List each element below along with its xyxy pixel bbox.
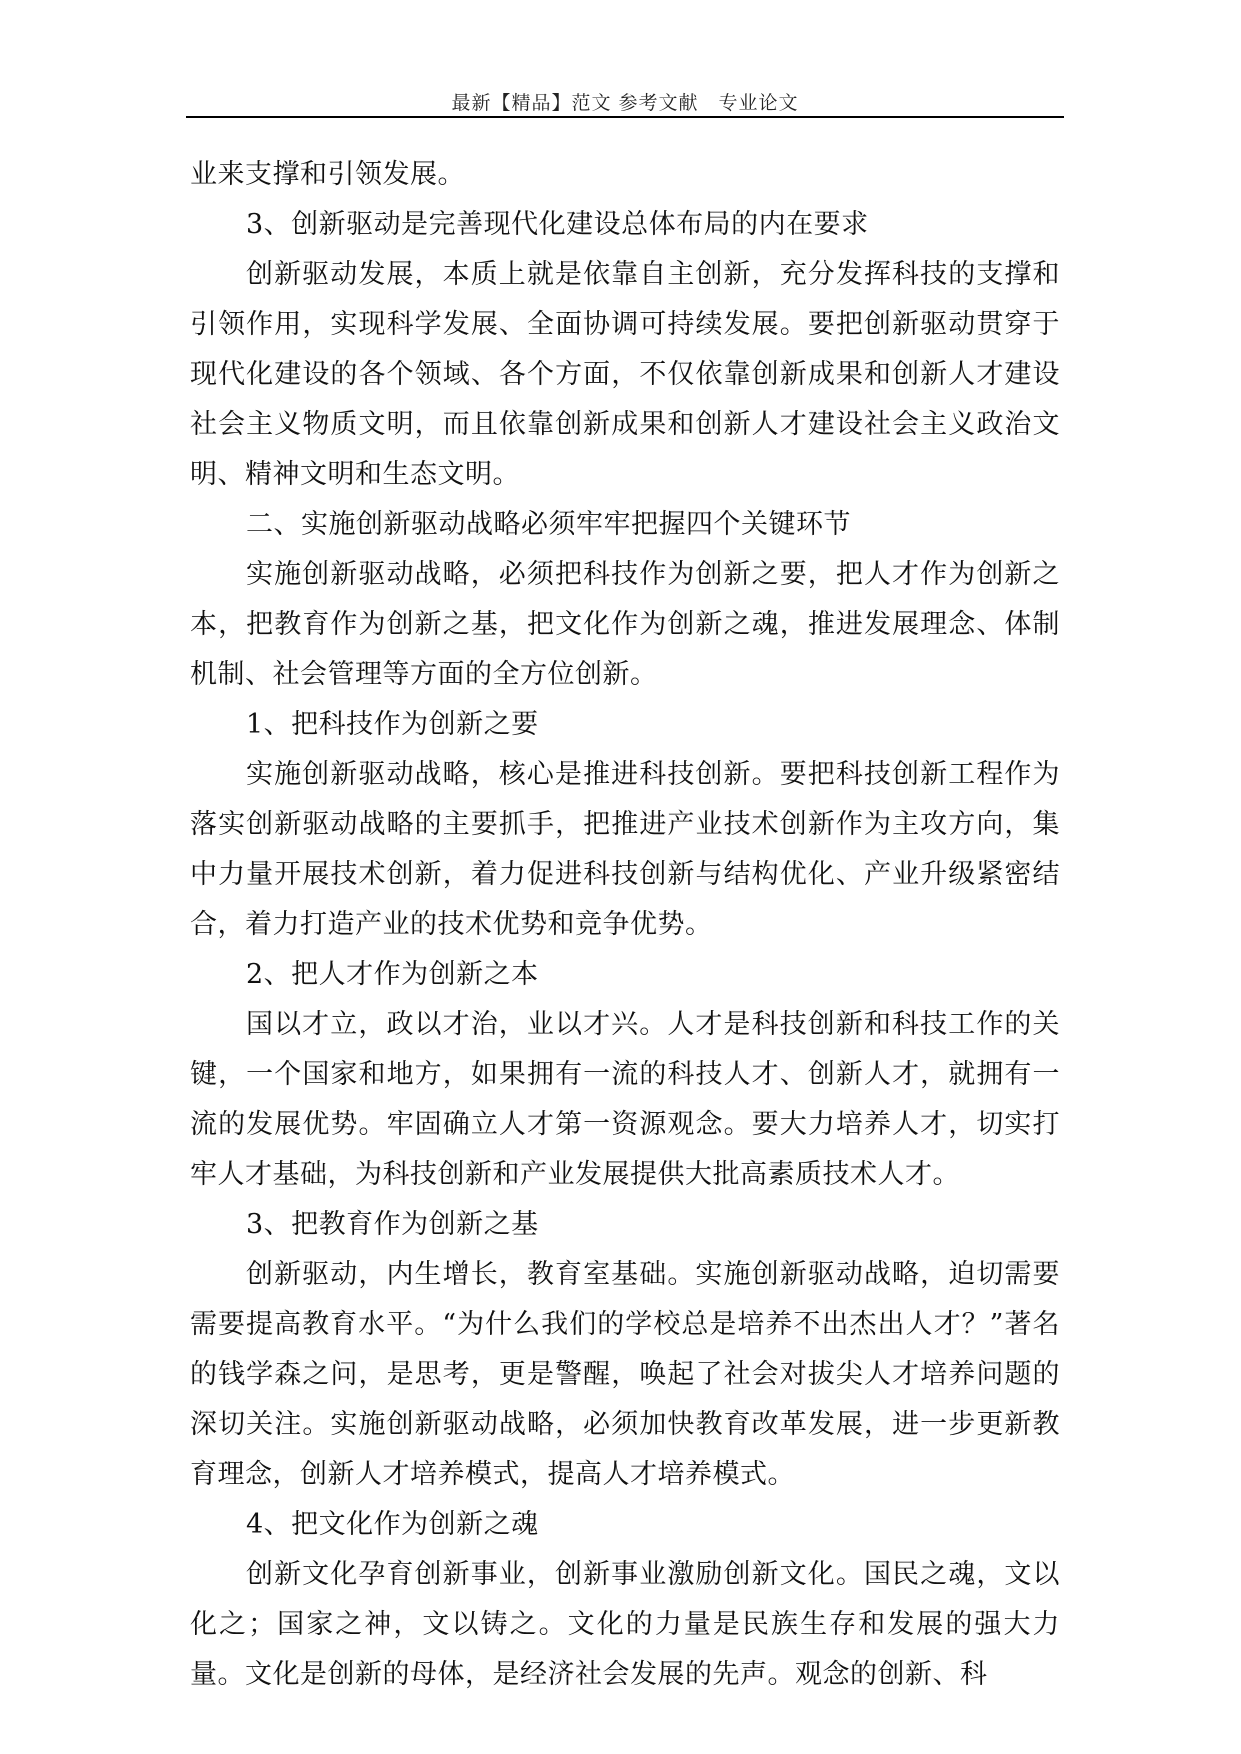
paragraph: 业来支撑和引领发展。 xyxy=(190,159,465,190)
header-divider xyxy=(186,116,1064,118)
paragraph: 创新文化孕育创新事业，创新事业激励创新文化。国民之魂，文以化之；国家之神，文以铸之。文化的力量是民族生存和发展的强大力量。文化是创新的母体，是经济社会发展的先声。观念的创新、科 xyxy=(190,1559,1060,1690)
paragraph: 实施创新驱动战略，核心是推进科技创新。要把科技创新工程作为落实创新驱动战略的主要抓手，把推进产业技术创新作为主攻方向，集中力量开展技术创新，着力促进科技创新与结构优化、产业升级紧密结合，着力打造产业的技术优势和竞争优势。 xyxy=(190,759,1060,940)
paragraph: 创新驱动发展，本质上就是依靠自主创新，充分发挥科技的支撑和引领作用，实现科学发展、全面协调可持续发展。要把创新驱动贯穿于现代化建设的各个领域、各个方面，不仅依靠创新成果和创新人才建设社会主义物质文明，而且依靠创新成果和创新人才建设社会主义政治文明、精神文明和生态文明。 xyxy=(190,259,1060,490)
paragraph: 创新驱动，内生增长，教育室基础。实施创新驱动战略，迫切需要需要提高教育水平。“为什么我们的学校总是培养不出杰出人才？”著名的钱学森之问，是思考，更是警醒，唤起了社会对拔尖人才培养问题的深切关注。实施创新驱动战略，必须加快教育改革发展，进一步更新教育理念，创新人才培养模式，提高人才培养模式。 xyxy=(190,1259,1060,1490)
page-header: 最新【精品】范文 参考文献 专业论文 xyxy=(451,92,799,114)
document-body xyxy=(190,150,1060,1700)
section-heading: 3、把教育作为创新之基 xyxy=(246,1209,539,1240)
section-heading: 4、把文化作为创新之魂 xyxy=(246,1509,539,1540)
section-heading: 2、把人才作为创新之本 xyxy=(246,959,539,990)
section-heading: 二、实施创新驱动战略必须牢牢把握四个关键环节 xyxy=(246,509,851,540)
section-heading: 1、把科技作为创新之要 xyxy=(246,709,539,740)
section-heading: 3、创新驱动是完善现代化建设总体布局的内在要求 xyxy=(246,209,869,240)
paragraph: 实施创新驱动战略，必须把科技作为创新之要，把人才作为创新之本，把教育作为创新之基，把文化作为创新之魂，推进发展理念、体制机制、社会管理等方面的全方位创新。 xyxy=(190,559,1060,690)
paragraph: 国以才立，政以才治，业以才兴。人才是科技创新和科技工作的关键，一个国家和地方，如果拥有一流的科技人才、创新人才，就拥有一流的发展优势。牢固确立人才第一资源观念。要大力培养人才，切实打牢人才基础，为科技创新和产业发展提供大批高素质技术人才。 xyxy=(190,1009,1060,1190)
